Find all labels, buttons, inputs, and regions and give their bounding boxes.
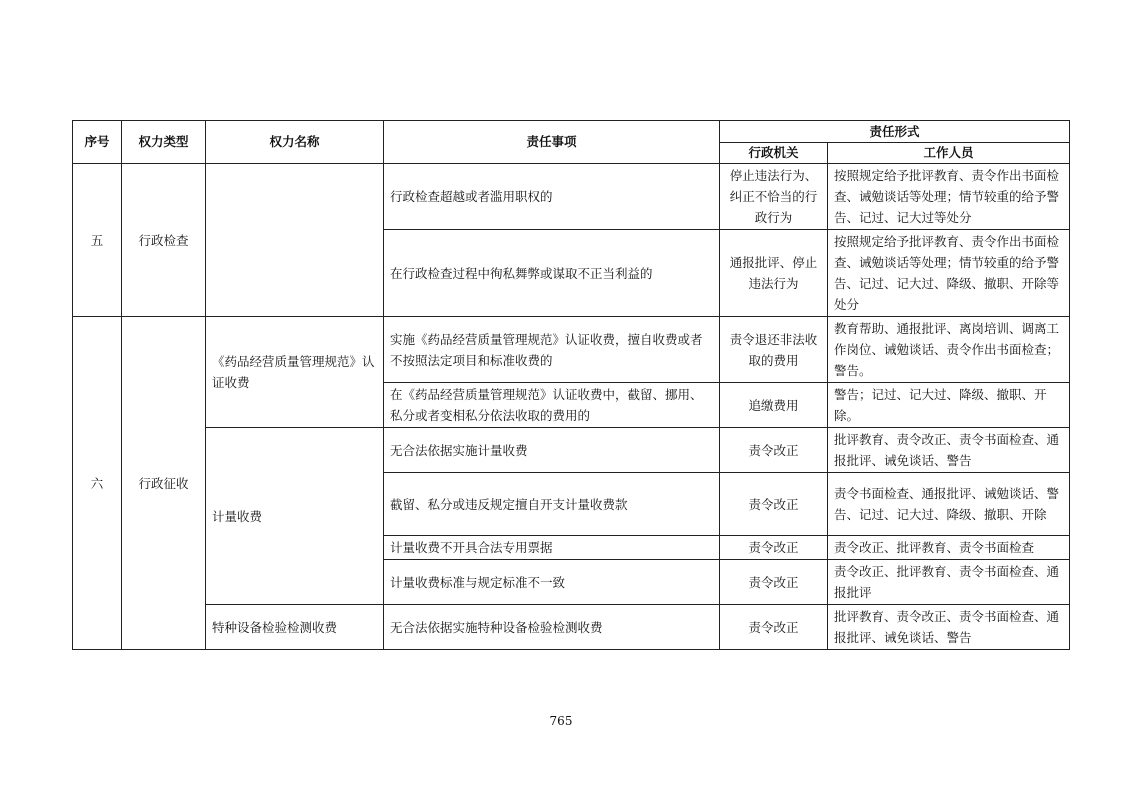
admin-organ-cell: 责令改正: [720, 428, 828, 473]
header-seq: 序号: [73, 121, 122, 164]
table-body: [73, 164, 1070, 650]
header-admin-organ: 行政机关: [720, 143, 828, 164]
duty-item-cell: 在行政检查过程中徇私舞弊或谋取不正当利益的: [384, 230, 720, 317]
duty-item-cell: 在《药品经营质量管理规范》认证收费中，截留、挪用、私分或者变相私分依法收取的费用的: [384, 383, 720, 428]
staff-cell: 责令改正、批评教育、责令书面检查: [828, 536, 1070, 560]
header-power-type: 权力类型: [122, 121, 206, 164]
duty-item-cell: 实施《药品经营质量管理规范》认证收费，擅自收费或者不按照法定项目和标准收费的: [384, 317, 720, 383]
staff-cell: 教育帮助、通报批评、离岗培训、调离工作岗位、诫勉谈话、责令作出书面检查；警告。: [828, 317, 1070, 383]
table-row: [73, 164, 1070, 230]
page-number: 765: [549, 714, 573, 728]
staff-cell: 按照规定给予批评教育、责令作出书面检查、诫勉谈话等处理；情节较重的给予警告、记过、记大过、降级、撤职、开除等处分: [828, 230, 1070, 317]
header-power-name: 权力名称: [206, 121, 384, 164]
duty-item-cell: 无合法依据实施计量收费: [384, 428, 720, 473]
staff-cell: 按照规定给予批评教育、责令作出书面检查、诫勉谈话等处理；情节较重的给予警告、记过、记大过等处分: [828, 164, 1070, 230]
duty-item-cell: 计量收费不开具合法专用票据: [384, 536, 720, 560]
duty-item-cell: 无合法依据实施特种设备检验检测收费: [384, 605, 720, 650]
admin-organ-cell: 追缴费用: [720, 383, 828, 428]
admin-organ-cell: 责令改正: [720, 560, 828, 605]
staff-cell: 批评教育、责令改正、责令书面检查、通报批评、诫免谈话、警告: [828, 428, 1070, 473]
admin-organ-cell: 责令退还非法收取的费用: [720, 317, 828, 383]
duty-item-cell: 截留、私分或违反规定擅自开支计量收费款: [384, 473, 720, 536]
admin-organ-cell: 停止违法行为、纠正不恰当的行政行为: [720, 164, 828, 230]
responsibility-table: [72, 120, 1070, 650]
power-name-cell: [206, 164, 384, 317]
table-row: [73, 317, 1070, 383]
table-header: [73, 121, 1070, 164]
duty-item-cell: 计量收费标准与规定标准不一致: [384, 560, 720, 605]
admin-organ-cell: 通报批评、停止违法行为: [720, 230, 828, 317]
table-row: [73, 605, 1070, 650]
table-row: [73, 428, 1070, 473]
header-staff: 工作人员: [828, 143, 1070, 164]
power-name-cell: 特种设备检验检测收费: [206, 605, 384, 650]
seq-cell: 六: [73, 317, 122, 650]
power-name-cell: 计量收费: [206, 428, 384, 605]
duty-item-cell: 行政检查超越或者滥用职权的: [384, 164, 720, 230]
staff-cell: 批评教育、责令改正、责令书面检查、通报批评、诫免谈话、警告: [828, 605, 1070, 650]
header-duty-items: 责任事项: [384, 121, 720, 164]
staff-cell: 警告；记过、记大过、降级、撤职、开除。: [828, 383, 1070, 428]
admin-organ-cell: 责令改正: [720, 473, 828, 536]
power-name-cell: 《药品经营质量管理规范》认证收费: [206, 317, 384, 428]
staff-cell: 责令改正、批评教育、责令书面检查、通报批评: [828, 560, 1070, 605]
admin-organ-cell: 责令改正: [720, 605, 828, 650]
admin-organ-cell: 责令改正: [720, 536, 828, 560]
power-type-cell: 行政征收: [122, 317, 206, 650]
seq-cell: 五: [73, 164, 122, 317]
power-type-cell: 行政检查: [122, 164, 206, 317]
header-responsibility-form: 责任形式: [720, 121, 1070, 143]
staff-cell: 责令书面检查、通报批评、诫勉谈话、警告、记过、记大过、降级、撤职、开除: [828, 473, 1070, 536]
